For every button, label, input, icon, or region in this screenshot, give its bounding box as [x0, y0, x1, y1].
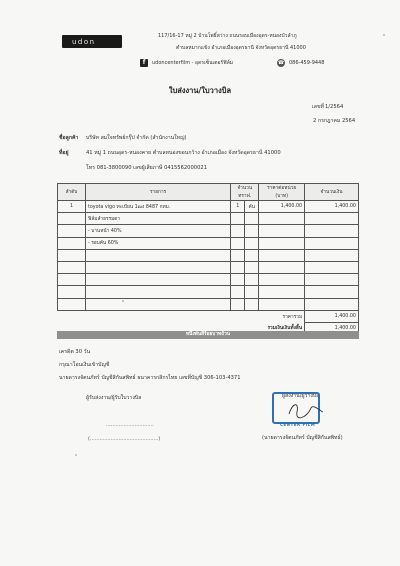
row-qty [231, 237, 245, 249]
row-unit [245, 249, 259, 261]
subtotal-label: ราคารวม [58, 310, 305, 322]
row-desc [85, 249, 230, 261]
transfer-label: กรุณาโอนเงินเข้าบัญชี [59, 362, 110, 368]
row-unit [245, 274, 259, 286]
items-table [57, 183, 359, 335]
col-no-header: ลำดับ [58, 184, 86, 201]
scan-speck [122, 300, 124, 302]
row-price [259, 286, 305, 298]
row-qty [231, 213, 245, 225]
row-unit: คัน [245, 201, 259, 213]
row-price: 1,400.00 [259, 201, 305, 213]
col-price-header [259, 184, 305, 201]
row-desc: - บานหน้า 40% [85, 225, 230, 237]
facebook-handle: udoncenterfilm - อุดรเซ็นเตอร์ฟิล์ม [152, 60, 234, 66]
sender-name: (นายดารงจัตนภัทร์ บัญชีสิกันสพิทธ์) [262, 435, 343, 441]
company-logo [62, 35, 122, 48]
row-no: 1 [58, 201, 86, 213]
row-unit [245, 225, 259, 237]
row-amount: 1,400.00 [305, 201, 359, 213]
phone-number: 086-459-9448 [289, 60, 325, 66]
row-no [58, 261, 86, 273]
table-row [58, 261, 359, 273]
row-amount [305, 286, 359, 298]
credit-terms: เครดิต 30 วัน [59, 349, 91, 355]
customer-name: บริษัท สมใจทรัพย์กรุ๊ป จำกัด (สำนักงานใหญ่) [86, 135, 187, 141]
row-no [58, 225, 86, 237]
row-amount [305, 249, 359, 261]
row-price [259, 237, 305, 249]
col-qty-sub: ทราฟ. [238, 194, 252, 199]
grand-total-value: 1,400.00 [305, 322, 359, 334]
row-desc [85, 298, 230, 310]
row-amount [305, 274, 359, 286]
doc-date: 2 กรกฎาคม 2564 [313, 118, 356, 124]
row-price [259, 225, 305, 237]
receiver-name-line: (...........................................) [88, 436, 161, 442]
row-desc: toyota vigo ทะเบียน 1ฒง 8487 กทม. [85, 201, 230, 213]
col-desc-header: รายการ [85, 184, 230, 201]
row-unit [245, 237, 259, 249]
grand-total-label: รวมเงินเงินทั้งสิ้น [58, 322, 305, 334]
logo-text: udon [72, 38, 96, 46]
row-qty [231, 298, 245, 310]
row-price [259, 261, 305, 273]
row-amount [305, 261, 359, 273]
row-amount [305, 225, 359, 237]
row-qty [231, 225, 245, 237]
row-no [58, 249, 86, 261]
phone-icon: ☎ [277, 60, 285, 66]
table-row [58, 237, 359, 249]
row-no [58, 298, 86, 310]
row-unit [245, 298, 259, 310]
row-no [58, 213, 86, 225]
row-unit [245, 213, 259, 225]
row-qty [231, 249, 245, 261]
receiver-label: ผู้รับส่งงาน/ผู้รับใบวางบิล [86, 395, 142, 401]
row-unit [245, 261, 259, 273]
customer-contact: โทร 081-3800090 เลขผู้เสียภาษี 0415562000021 [86, 165, 207, 171]
row-desc: - รอบคัน 60% [85, 237, 230, 249]
row-price [259, 249, 305, 261]
doc-number: 1/2564 [325, 104, 344, 110]
row-price [259, 274, 305, 286]
sender-label: ผู้ส่งงาน/ผู้วางบิล [282, 393, 320, 399]
row-desc: ฟิล์มลำธรรมดา [85, 213, 230, 225]
row-amount [305, 237, 359, 249]
row-qty [231, 286, 245, 298]
address-line-2: ตำบลหมากแข้ง อำเภอเมืองอุดรธานี จังหวัดอุดรธานี 41000 [176, 45, 306, 51]
table-row [58, 298, 359, 310]
col-amount-header: จำนวนเงิน [305, 184, 359, 201]
row-amount [305, 213, 359, 225]
row-qty [231, 261, 245, 273]
amount-in-words: หนึ่งพันสี่ร้อยบาทถ้วน [57, 331, 359, 339]
col-qty-label: จำนวน [237, 186, 253, 191]
receiver-sign-line: .............................. [106, 422, 154, 428]
doc-number-label: เลขที่ [312, 104, 324, 110]
subtotal-row [58, 310, 359, 322]
col-price-sub: (บาท) [275, 194, 288, 199]
customer-name-label: ชื่อลูกค้า [59, 135, 79, 141]
row-qty [231, 274, 245, 286]
signature-mark [285, 400, 325, 422]
row-price [259, 213, 305, 225]
col-price-label: ราคาต่อหน่วย [267, 186, 297, 191]
scan-speck [383, 34, 385, 36]
scan-speck [75, 454, 77, 456]
customer-address: 41 หมู่ 1 ถนนอุดร-หนองคาย ตำบลหนองขอนกว้าง อำเภอเมือง จังหวัดอุดรธานี 41000 [86, 150, 281, 156]
address-line-1: 117/16-17 หมู่ 2 บ้านโพธิ์สว่าง ถนนรอบเมืองอุดร-หนองบัวลำภู [158, 33, 297, 39]
row-amount [305, 298, 359, 310]
row-no [58, 274, 86, 286]
table-row [58, 274, 359, 286]
table-row [58, 201, 359, 213]
row-desc [85, 261, 230, 273]
row-price [259, 298, 305, 310]
row-desc [85, 274, 230, 286]
row-no [58, 237, 86, 249]
row-no [58, 286, 86, 298]
row-desc [85, 286, 230, 298]
table-row [58, 249, 359, 261]
table-row [58, 286, 359, 298]
table-row [58, 225, 359, 237]
facebook-icon: f [140, 59, 148, 67]
subtotal-value: 1,400.00 [305, 310, 359, 322]
table-row [58, 213, 359, 225]
row-qty: 1 [231, 201, 245, 213]
customer-address-label: ที่อยู่ [59, 150, 69, 156]
bank-info: นายดารงจัตนภัทร์ บัญชีสิกันสพิทธ์ ธนาคารกสิกรไทย เลขที่บัญชี 306-103-4371 [59, 375, 241, 381]
document-title: ใบส่งงาน/ใบวางบิล [168, 86, 232, 95]
col-qty-header [231, 184, 259, 201]
stamp-text: CENTER FILM [280, 422, 316, 427]
table-header-row [58, 184, 359, 201]
row-unit [245, 286, 259, 298]
